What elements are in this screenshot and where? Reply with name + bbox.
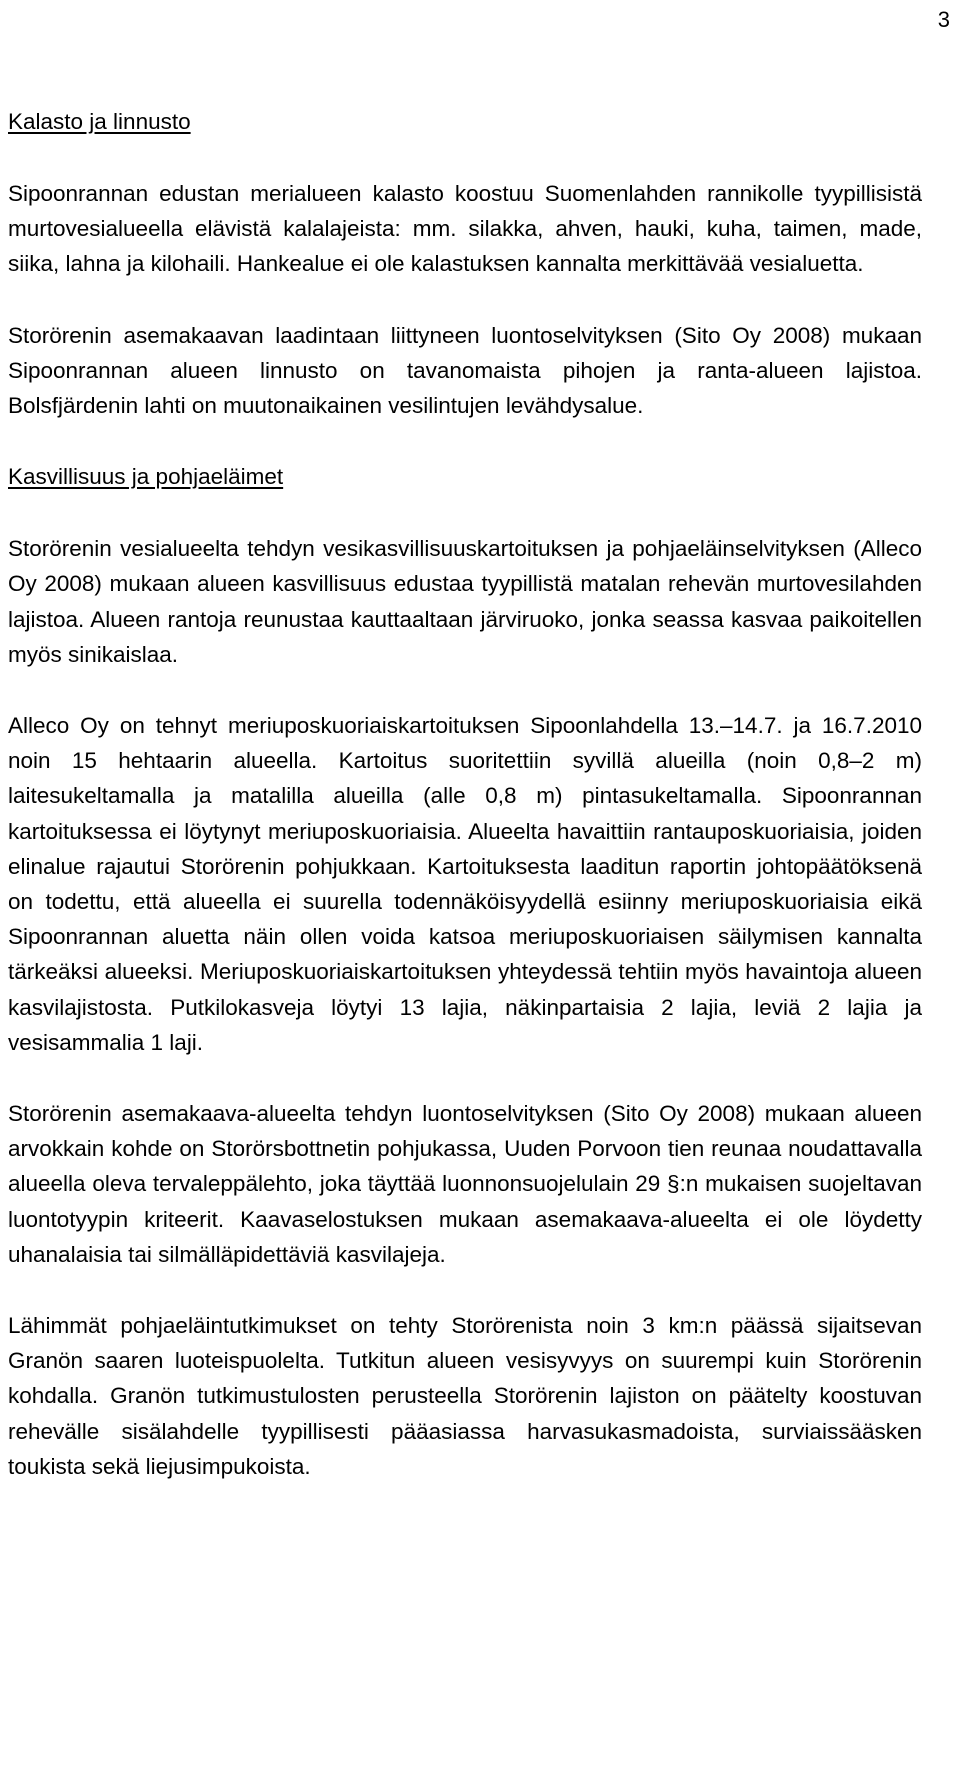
paragraph-luontoselvitys: Storörenin asemakaava-alueelta tehdyn luontoselvityksen (Sito Oy 2008) mukaan alueen arvokkain kohde on Storörsbottnetin pohjukassa, Uuden Porvoon tien reunaa noudattavalla alueella oleva tervaleppälehto, joka täyttää luonnonsuojelulain 29 §:n mukaisen suojeltavan luontotyypin kriteerit. Kaavaselostuksen mukaan asemakaava-alueelta ei ole löydetty uhanalaisia tai silmälläpidettäviä kasvilajeja. [8, 1101, 922, 1267]
document-body [8, 104, 922, 1484]
section-kalasto-ja-linnusto [8, 104, 922, 423]
paragraph-kalasto: Sipoonrannan edustan merialueen kalasto koostuu Suomenlahden rannikolle tyypillisistä murtovesialueella elävistä kalalajeista: mm. silakka, ahven, hauki, kuha, taimen, made, siika, lahna ja kilohaili. Hankealue ei ole kalastuksen kannalta merkittävää vesialuetta. [8, 181, 922, 277]
paragraph-meriuposkuoriainen: Alleco Oy on tehnyt meriuposkuoriaiskartoituksen Sipoonlahdella 13.–14.7. ja 16.7.2010 noin 15 hehtaarin alueella. Kartoitus suoritettiin syvillä alueilla (noin 0,8–2 m) laitesukeltamalla ja matalilla alueilla (alle 0,8 m) pintasukeltamalla. Sipoonrannan kartoituksessa ei löytynyt meriuposkuoriaisia. Alueelta havaittiin rantauposkuoriaisia, joiden elinalue rajautui Storörenin pohjukkaan. Kartoituksesta laaditun raportin johtopäätöksenä on todettu, että alueella ei suurella todennäköisyydellä esiinny meriuposkuoriaisia eikä Sipoonrannan aluetta näin ollen voida katsoa meriuposkuoriaisen säilymisen kannalta tärkeäksi alueeksi. Meriuposkuoriaiskartoituksen yhteydessä tehtiin myös havaintoja alueen kasvilajistosta. Putkilokasveja löytyi 13 lajia, näkinpartaisia 2 lajia, leviä 2 lajia ja vesisammalia 1 laji. [8, 713, 922, 1055]
section-kasvillisuus-ja-pohjaelaimet [8, 459, 922, 1484]
section-heading: Kalasto ja linnusto [8, 109, 191, 134]
paragraph-linnusto: Storörenin asemakaavan laadintaan liittyneen luontoselvityksen (Sito Oy 2008) mukaan Sipoonrannan alueen linnusto on tavanomaista pihojen ja ranta-alueen lajistoa. Bolsfjärdenin lahti on muutonaikainen vesilintujen levähdysalue. [8, 322, 922, 419]
section-heading: Kasvillisuus ja pohjaeläimet [8, 464, 284, 490]
paragraph-vesikasvillisuus: Storörenin vesialueelta tehdyn vesikasvillisuuskartoituksen ja pohjaeläinselvityksen (Alleco Oy 2008) mukaan alueen kasvillisuus edustaa tyypillistä matalan rehevän murtovesilahden lajistoa. Alueen rantoja reunustaa kauttaaltaan järviruoko, jonka seassa kasvaa paikoitellen myös sinikaislaa. [8, 536, 922, 667]
page-number: 3 [937, 7, 950, 32]
paragraph-pohjaelaimet: Lähimmät pohjaeläintutkimukset on tehty Storörenista noin 3 km:n päässä sijaitsevan Granön saaren luoteispuolelta. Tutkitun alueen vesisyvyys on suurempi kuin Storörenin kohdalla. Granön tutkimustulosten perusteella Storörenin lajiston on päätelty koostuvan rehevälle sisälahdelle tyypillisesti pääasiassa harvasukasmadoista, surviaissääsken toukista sekä liejusimpukoista. [8, 1313, 922, 1479]
